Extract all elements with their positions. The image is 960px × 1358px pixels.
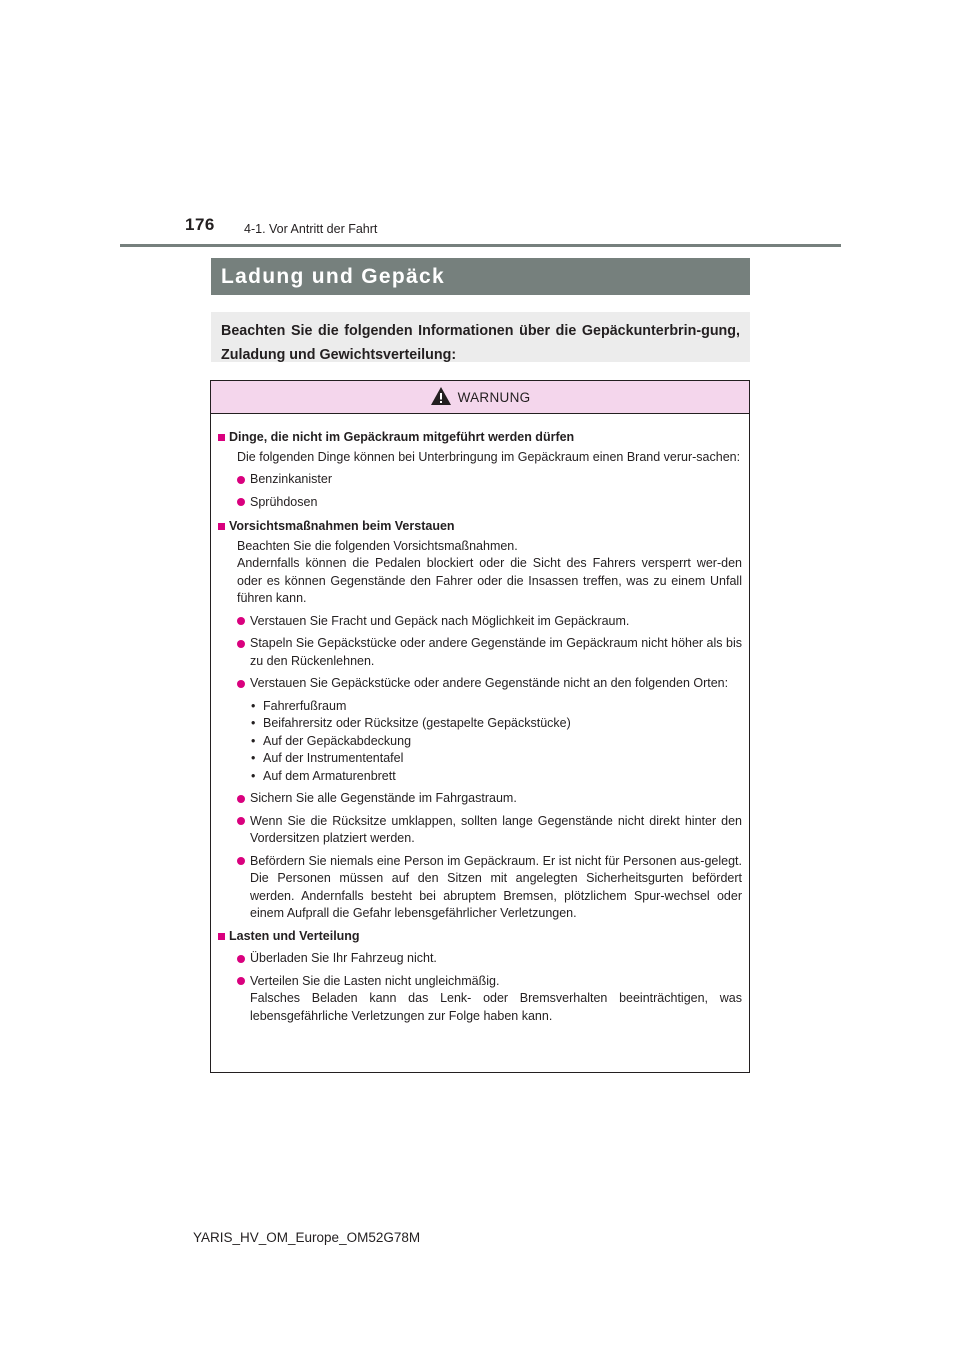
list-item: Verteilen Sie die Lasten nicht ungleichmäßig. <box>218 973 742 991</box>
section-text: Beachten Sie die folgenden Vorsichtsmaßnahmen. <box>237 538 518 553</box>
warning-triangle-icon <box>430 386 452 406</box>
location-list <box>218 698 742 786</box>
section-text: Falsches Beladen kann das Lenk- oder Bremsverhalten beeinträchtigen, was lebensgefährliche Verletzungen zur Folge haben kann. <box>250 991 742 1023</box>
section-text: Die folgenden Dinge können bei Unterbringung im Gepäckraum einen Brand verur-sachen: <box>237 449 741 464</box>
list-item: Verstauen Sie Gepäckstücke oder andere Gegenstände nicht an den folgenden Orten: <box>218 675 742 693</box>
section-heading: Lasten und Verteilung <box>218 928 742 946</box>
location-item: • Fahrerfußraum <box>250 698 742 716</box>
intro-box <box>211 312 750 362</box>
list-item: Sprühdosen <box>218 494 742 512</box>
location-item: • Auf dem Armaturenbrett <box>250 768 742 786</box>
list-item: Stapeln Sie Gepäckstücke oder andere Gegenstände im Gepäckraum nicht höher als bis zu den Rückenlehnen. <box>218 635 742 670</box>
header-rule <box>120 244 841 247</box>
section-heading: Dinge, die nicht im Gepäckraum mitgeführt werden dürfen <box>218 429 742 447</box>
list-item: Wenn Sie die Rücksitze umklappen, sollten lange Gegenstände nicht direkt hinter den Vordersitzen platziert werden. <box>218 813 742 848</box>
footer-document-id: YARIS_HV_OM_Europe_OM52G78M <box>193 1230 421 1245</box>
warning-body <box>211 414 749 1025</box>
page-title: Ladung und Gepäck <box>221 264 445 288</box>
list-item: Benzinkanister <box>218 471 742 489</box>
intro-text: Beachten Sie die folgenden Informationen über die Gepäckunterbrin-gung, Zuladung und Gewichtsverteilung: <box>221 323 740 363</box>
list-item: Befördern Sie niemals eine Person im Gepäckraum. Er ist nicht für Personen aus-gelegt. Die Personen müssen auf den Sitzen mit angelegten Sicherheitsgurten befördert werden. Andernfalls besteht bei abruptem Bremsen, plötzlichem Spur-wechsel oder einem Aufprall die Gefahr lebensgefährlicher Verletzungen. <box>218 853 742 923</box>
location-item: • Auf der Instrumententafel <box>250 750 742 768</box>
section-heading: Vorsichtsmaßnahmen beim Verstauen <box>218 518 742 536</box>
list-item: Verstauen Sie Fracht und Gepäck nach Möglichkeit im Gepäckraum. <box>218 613 742 631</box>
list-item: Überladen Sie Ihr Fahrzeug nicht. <box>218 950 742 968</box>
page-number: 176 <box>185 215 215 234</box>
title-bar <box>211 258 750 295</box>
warning-header <box>211 381 749 414</box>
section-reference: 4-1. Vor Antritt der Fahrt <box>244 222 378 236</box>
location-item: • Beifahrersitz oder Rücksitze (gestapelte Gepäckstücke) <box>250 715 742 733</box>
list-item: Sichern Sie alle Gegenstände im Fahrgastraum. <box>218 790 742 808</box>
location-item: • Auf der Gepäckabdeckung <box>250 733 742 751</box>
warning-box <box>210 380 750 1073</box>
warning-label: WARNUNG <box>457 389 531 405</box>
section-text: Andernfalls können die Pedalen blockiert oder die Sicht des Fahrers versperrt wer-den oder es können Gegenstände den Fahrer oder die Insassen treffen, was zu einem Unfall führen kann. <box>237 556 742 605</box>
